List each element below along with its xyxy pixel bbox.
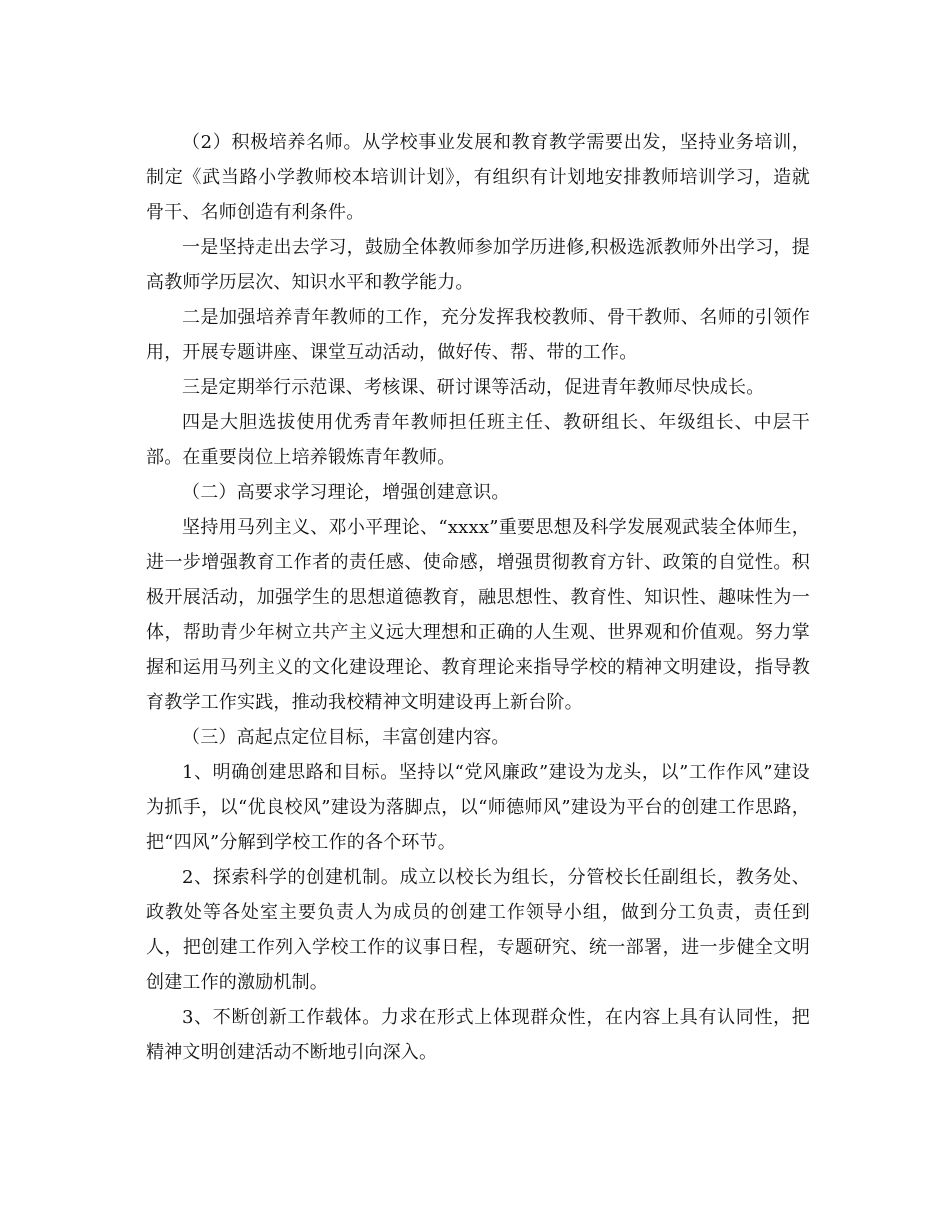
paragraph-point-one: 一是坚持走出去学习，鼓励全体教师参加学历进修,积极选派教师外出学习，提高教师学历层次、知识水平和教学能力。 bbox=[146, 237, 810, 293]
paragraph-item-2: 2、探索科学的创建机制。成立以校长为组长，分管校长任副组长，教务处、政教处等各处室主要负责人为成员的创建工作领导小组，做到分工负责，责任到人，把创建工作列入学校工作的议事日程，专题研究、统一部署，进一步健全文明创建工作的激励机制。 bbox=[146, 867, 810, 993]
paragraph-point-three: 三是定期举行示范课、考核课、研讨课等活动，促进青年教师尽快成长。 bbox=[182, 377, 765, 398]
paragraph-theory-study: 坚持用马列主义、邓小平理论、“xxxx”重要思想及科学发展观武装全体师生，进一步增强教育工作者的责任感、使命感，增强贯彻教育方针、政策的自觉性。积极开展活动，加强学生的思想道德教育，融思想性、教育性、知识性、趣味性为一体，帮助青少年树立共产主义远大理想和正确的人生观、世界观和价值观。努力掌握和运用马列主义的文化建设理论、教育理论来指导学校的精神文明建设，指导教育教学工作实践，推动我校精神文明建设再上新台阶。 bbox=[146, 517, 810, 713]
paragraph-item-3: 3、不断创新工作载体。力求在形式上体现群众性，在内容上具有认同性，把精神文明创建活动不断地引向深入。 bbox=[146, 1007, 810, 1063]
section-heading-two: （二）高要求学习理论，增强创建意识。 bbox=[182, 482, 510, 503]
paragraph-point-two: 二是加强培养青年教师的工作，充分发挥我校教师、骨干教师、名师的引领作用，开展专题讲座、课堂互动活动，做好传、帮、带的工作。 bbox=[146, 307, 810, 363]
document-body bbox=[146, 125, 810, 1070]
paragraph-point-four: 四是大胆选拔使用优秀青年教师担任班主任、教研组长、年级组长、中层干部。在重要岗位上培养锻炼青年教师。 bbox=[146, 412, 810, 468]
paragraph-item-1: 1、明确创建思路和目标。坚持以“党风廉政”建设为龙头，以”工作作风”建设为抓手，以“优良校风”建设为落脚点，以“师德师风”建设为平台的创建工作思路，把“四风”分解到学校工作的各个环节。 bbox=[146, 762, 810, 853]
section-heading-three: （三）高起点定位目标，丰富创建内容。 bbox=[182, 727, 510, 748]
paragraph-cultivate-teachers: （2）积极培养名师。从学校事业发展和教育教学需要出发，坚持业务培训，制定《武当路小学教师校本培训计划》，有组织有计划地安排教师培训学习，造就骨干、名师创造有利条件。 bbox=[146, 132, 810, 223]
